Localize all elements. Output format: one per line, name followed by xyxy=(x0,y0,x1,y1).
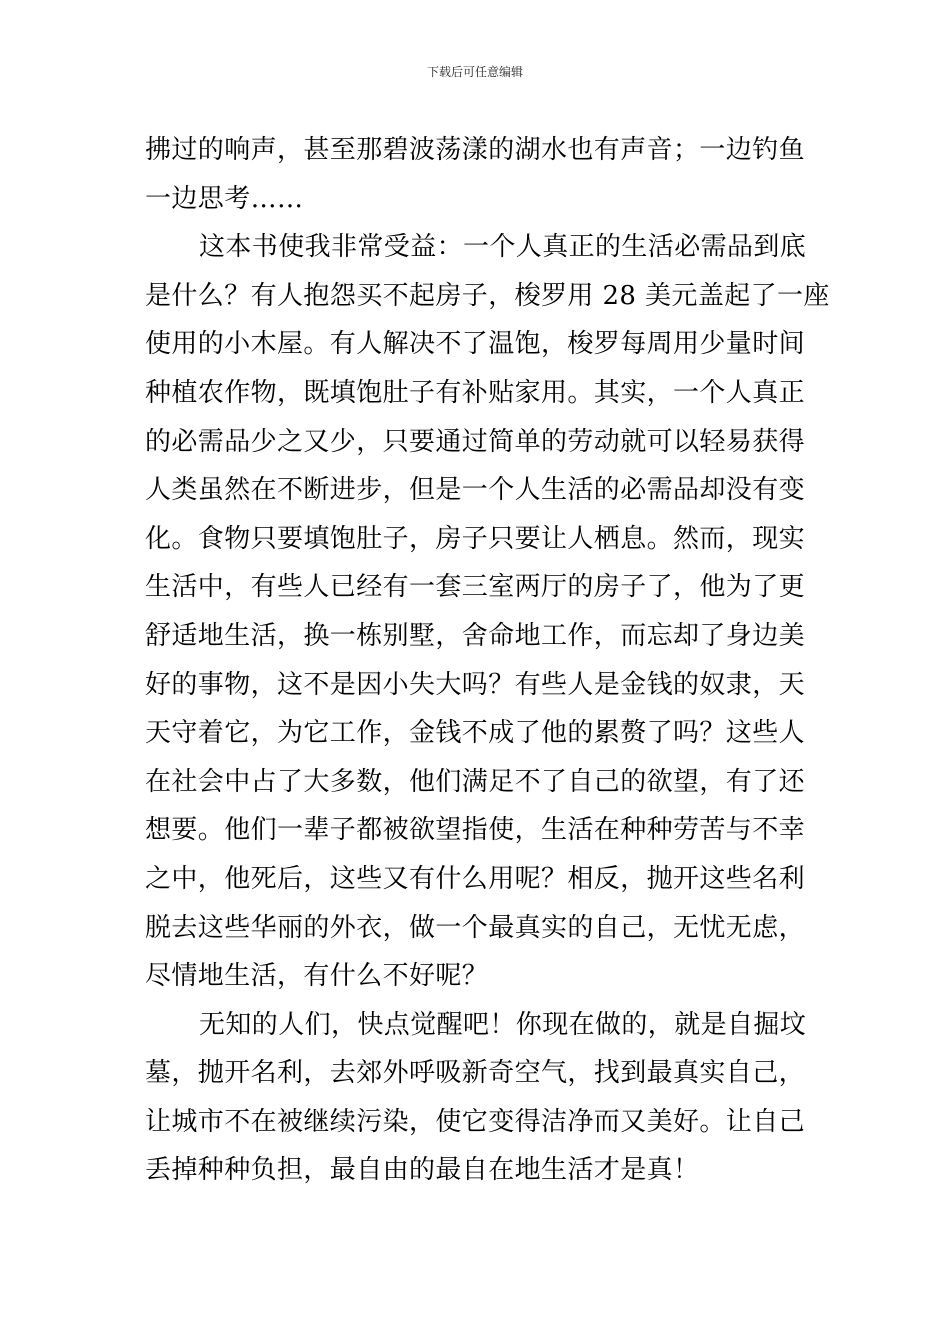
paragraph-1 xyxy=(145,126,815,223)
text-line: 好的事物，这不是因小失大吗？有些人是金钱的奴隶，天 xyxy=(145,669,806,700)
text-line: 天守着它，为它工作，金钱不成了他的累赘了吗？这些人 xyxy=(145,718,806,749)
text-line: 在社会中占了大多数，他们满足不了自己的欲望，有了还 xyxy=(145,766,806,797)
text-line: 脱去这些华丽的外衣，做一个最真实的自己，无忧无虑， xyxy=(145,912,806,943)
text-line: 种植农作物，既填饱肚子有补贴家用。其实，一个人真正 xyxy=(145,377,806,408)
text-line: 尽情地生活，有什么不好呢？ xyxy=(145,961,489,992)
paragraph-2 xyxy=(145,223,830,1001)
body-text xyxy=(145,126,830,1195)
paragraph-3 xyxy=(145,1001,815,1195)
text-line: 墓，抛开名利，去郊外呼吸新奇空气，找到最真实自己， xyxy=(145,1058,806,1089)
text-line: 丢掉种种负担，最自由的最自在地生活才是真！ xyxy=(145,1155,700,1186)
text-line: 人类虽然在不断进步，但是一个人生活的必需品却没有变 xyxy=(145,475,806,506)
text-line: 化。食物只要填饱肚子，房子只要让人栖息。然而，现实 xyxy=(145,523,806,554)
text-line: 之中，他死后，这些又有什么用呢？相反，抛开这些名利 xyxy=(145,863,806,894)
text-line: 让城市不在被继续污染，使它变得洁净而又美好。让自己 xyxy=(145,1106,806,1137)
text-line: 使用的小木屋。有人解决不了温饱，梭罗每周用少量时间 xyxy=(145,329,806,360)
text-line: 想要。他们一辈子都被欲望指使，生活在种种劳苦与不幸 xyxy=(145,815,806,846)
page-header: 下载后可任意编辑 xyxy=(426,65,523,79)
text-line: 无知的人们，快点觉醒吧！你现在做的，就是自掘坟 xyxy=(199,1009,807,1040)
text-line: 拂过的响声，甚至那碧波荡漾的湖水也有声音；一边钓鱼 xyxy=(145,135,806,165)
text-line: 一边思考…… xyxy=(145,183,304,214)
text-line: 的必需品少之又少，只要通过简单的劳动就可以轻易获得 xyxy=(145,426,806,457)
text-line: 这本书使我非常受益：一个人真正的生活必需品到底 xyxy=(199,232,807,263)
text-line: 生活中，有些人已经有一套三室两厅的房子了，他为了更 xyxy=(145,572,806,603)
text-line: 舒适地生活，换一栋别墅，舍命地工作，而忘却了身边美 xyxy=(145,620,806,651)
text-line: 是什么？有人抱怨买不起房子，梭罗用 28 美元盖起了一座 xyxy=(145,280,830,311)
